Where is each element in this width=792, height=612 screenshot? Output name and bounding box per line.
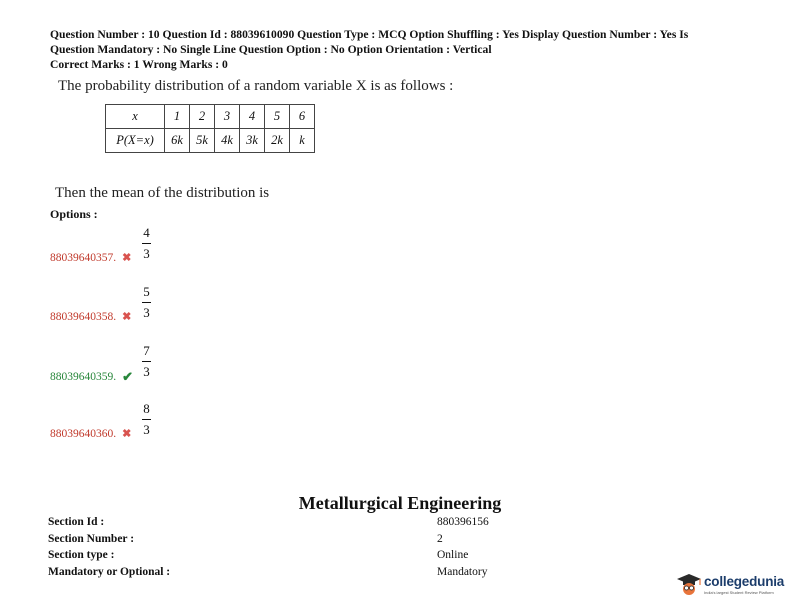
option-id: 88039640357. (50, 251, 117, 264)
table-cell: 5 (265, 105, 290, 129)
section-number-value: 2 (437, 533, 443, 545)
fraction-denominator: 3 (143, 305, 150, 320)
table-cell: 1 (165, 105, 190, 129)
fraction-denominator: 3 (143, 422, 150, 437)
option-id: 88039640359. (50, 371, 117, 383)
logo-tagline: India's largest Student Review Platform (704, 589, 774, 595)
logo-brand: collegedunia (704, 573, 785, 589)
option-3-fraction (142, 344, 151, 379)
section-type-label: Section type : (48, 549, 115, 561)
table-cell: 3k (240, 129, 265, 153)
distribution-table (105, 104, 315, 153)
section-id-label: Section Id : (48, 516, 105, 528)
fraction-bar (142, 419, 151, 420)
fraction-numerator: 5 (143, 284, 150, 299)
option-1[interactable] (50, 251, 131, 264)
fraction-denominator: 3 (143, 364, 150, 379)
fraction-numerator: 7 (143, 343, 150, 358)
table-cell: 4k (215, 129, 240, 153)
question-prompt: Then the mean of the distribution is (55, 185, 270, 201)
mandatory-label: Mandatory or Optional : (48, 566, 171, 578)
fraction-bar (142, 361, 151, 362)
meta-line-3: Correct Marks : 1 Wrong Marks : 0 (50, 58, 228, 71)
fraction-denominator: 3 (143, 246, 150, 261)
option-1-fraction (142, 226, 151, 261)
option-id: 88039640360. (50, 427, 117, 440)
option-4[interactable] (50, 427, 131, 440)
table-cell: 3 (215, 105, 240, 129)
table-cell: 2k (265, 129, 290, 153)
table-row-x (106, 105, 315, 129)
section-title: Metallurgical Engineering (298, 493, 502, 513)
cross-icon: ✖ (122, 311, 132, 323)
fraction-numerator: 4 (143, 225, 150, 240)
fraction-bar (142, 243, 151, 244)
table-header-x: x (106, 105, 165, 129)
meta-line-1: Question Number : 10 Question Id : 88039610090 Question Type : MCQ Option Shuffling : Yes Display Question Number : Yes Is (50, 28, 689, 41)
table-cell: 6 (290, 105, 315, 129)
table-cell: 4 (240, 105, 265, 129)
fraction-numerator: 8 (143, 401, 150, 416)
table-cell: 6k (165, 129, 190, 153)
question-text: The probability distribution of a random variable X is as follows : (58, 78, 454, 94)
section-id-value: 880396156 (437, 516, 489, 528)
fraction-bar (142, 302, 151, 303)
option-4-fraction (142, 402, 151, 437)
table-header-p: P(X=x) (106, 129, 165, 153)
options-label: Options : (50, 207, 98, 221)
collegedunia-logo (676, 572, 784, 596)
option-3[interactable] (50, 369, 133, 385)
mandatory-value: Mandatory (437, 566, 488, 578)
table-cell: 2 (190, 105, 215, 129)
question-meta (50, 27, 750, 72)
section-type-value: Online (437, 549, 469, 561)
table-cell: k (290, 129, 315, 153)
cross-icon: ✖ (122, 428, 132, 440)
cross-icon: ✖ (122, 252, 132, 264)
graduation-cap-icon (676, 572, 702, 596)
option-id: 88039640358. (50, 310, 117, 323)
checkmark-icon: ✔ (122, 369, 134, 384)
section-number-label: Section Number : (48, 533, 135, 545)
meta-line-2: Question Mandatory : No Single Line Question Option : No Option Orientation : Vertical (50, 43, 492, 56)
table-cell: 5k (190, 129, 215, 153)
option-2[interactable] (50, 310, 131, 323)
option-2-fraction (142, 285, 151, 320)
table-row-p (106, 129, 315, 153)
